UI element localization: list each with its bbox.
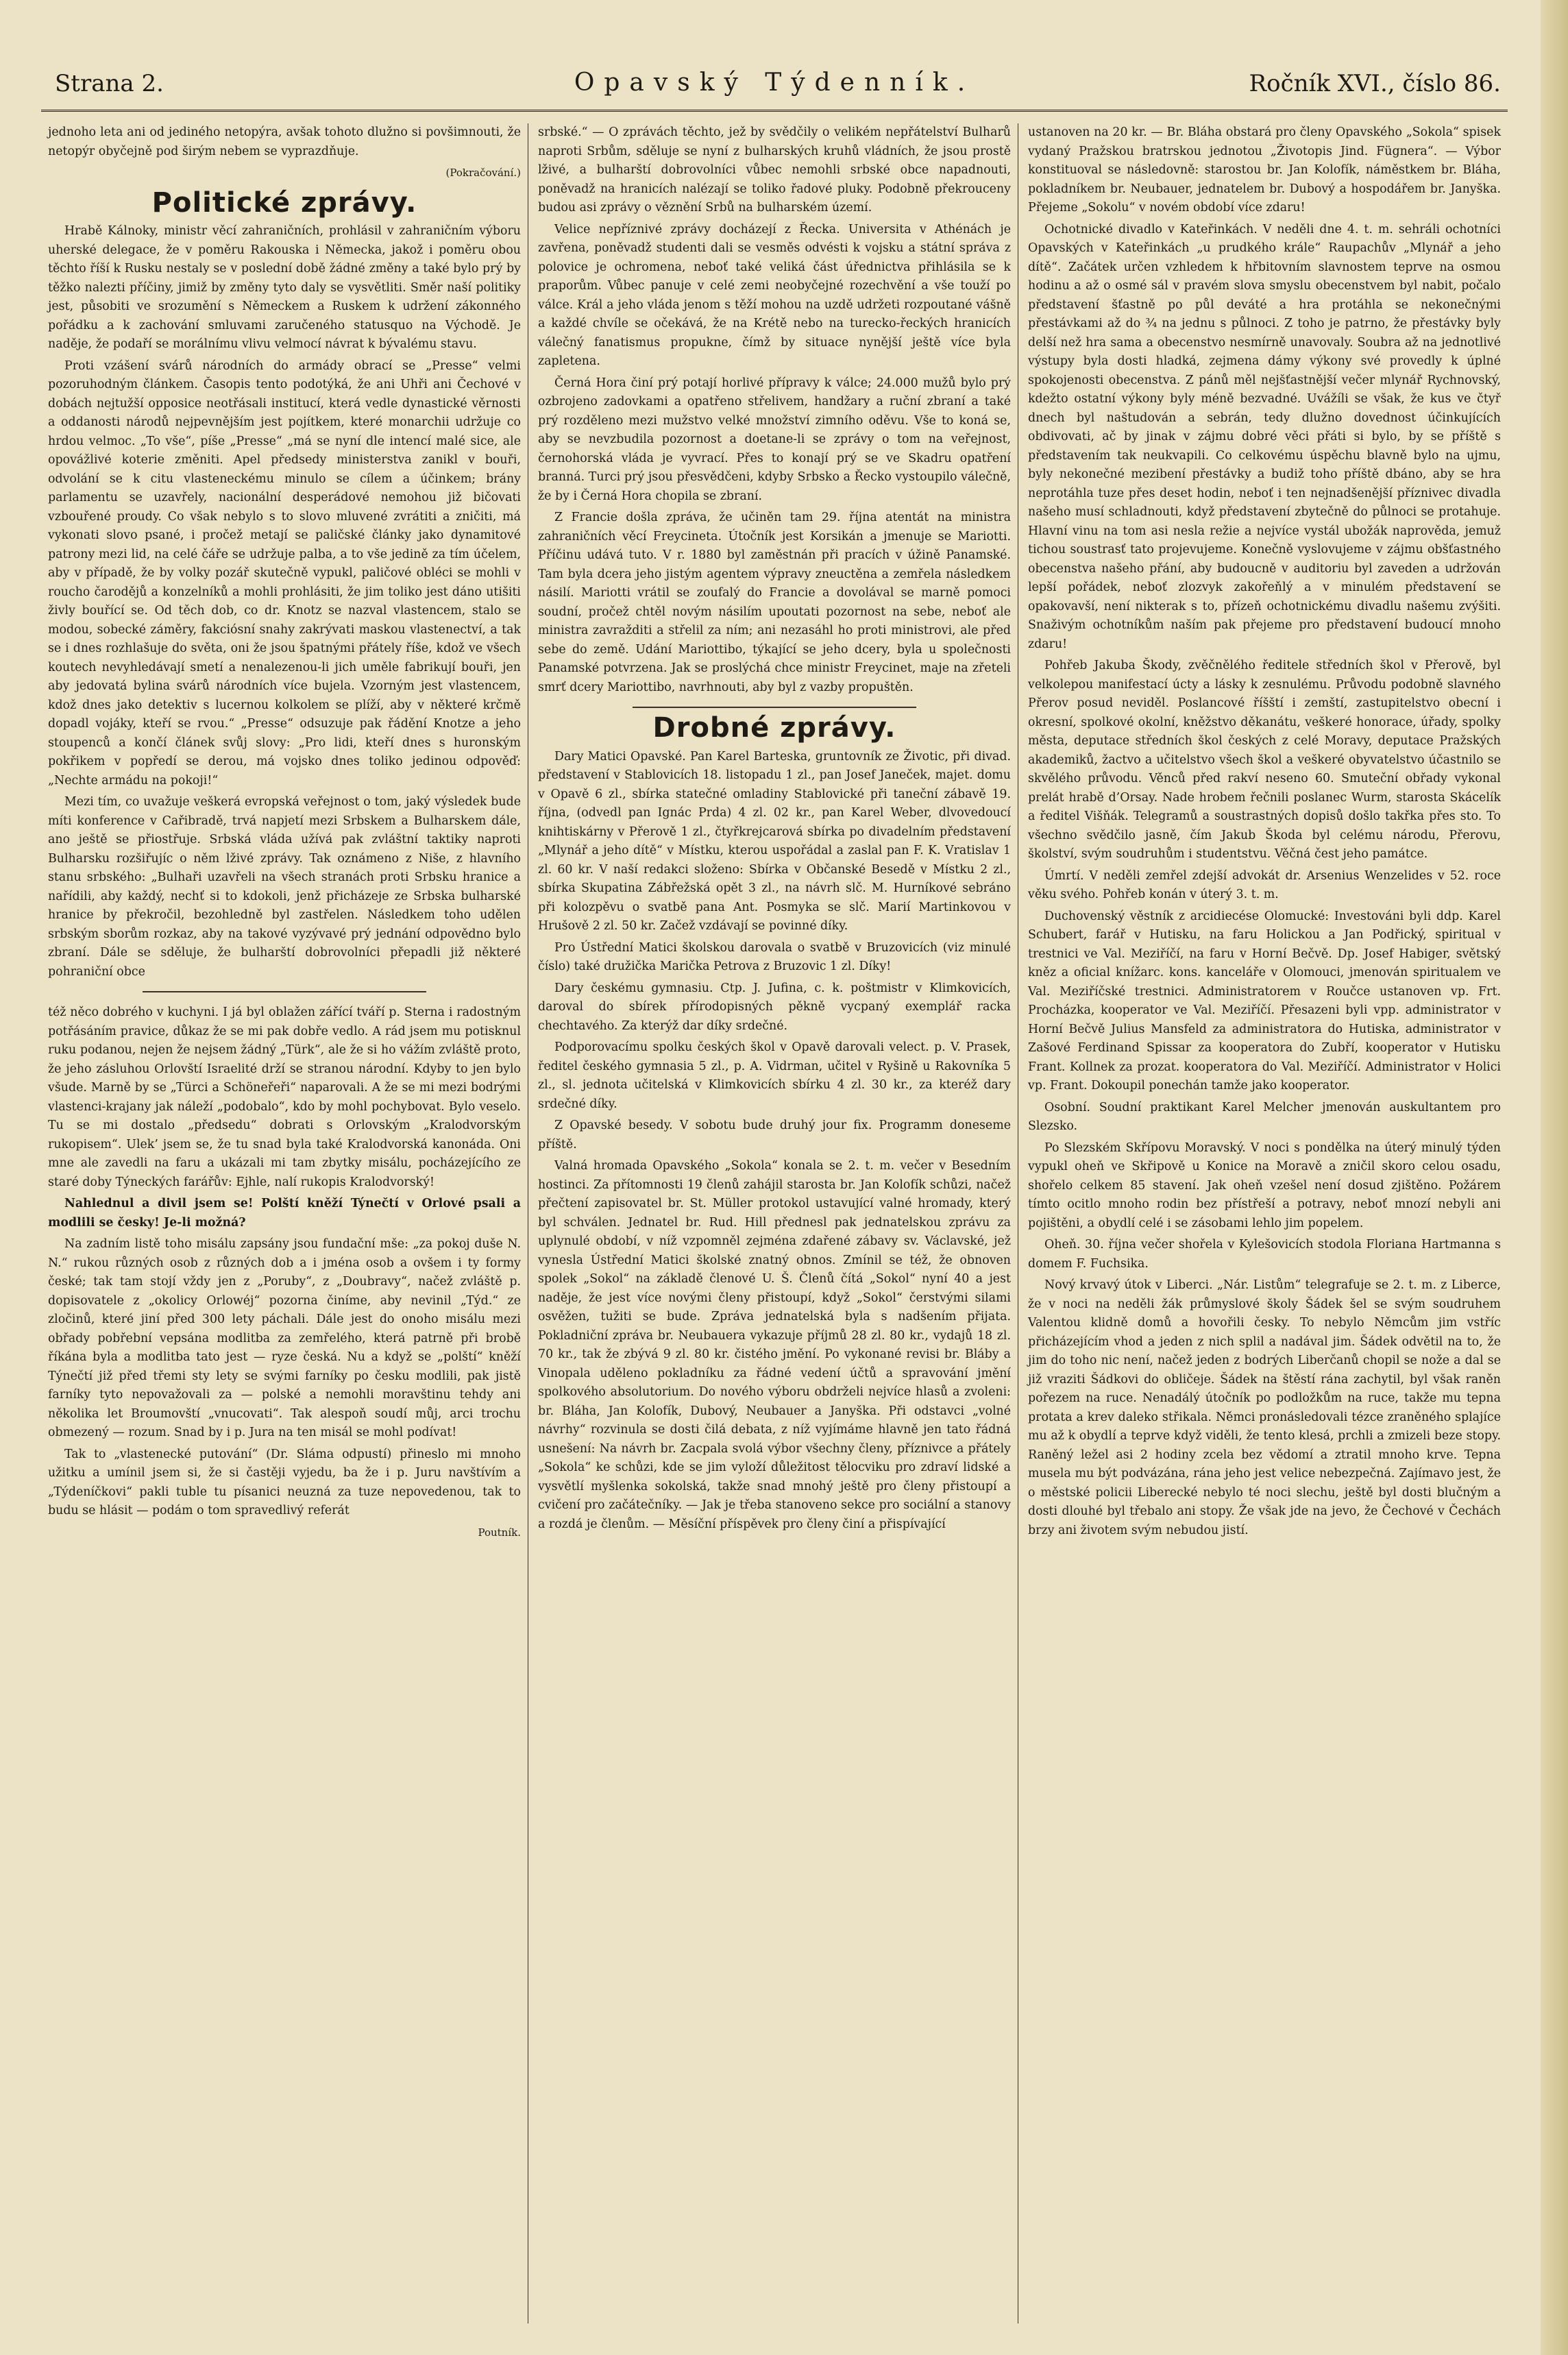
newspaper-page (41, 55, 1508, 2337)
news-item: Ochotnické divadlo v Kateřinkách. V neděli dne 4. t. m. sehráli ochotníci Opavských v Kateřinkách „u prudkého krále“ Raupachův „Mlynář a jeho dítě“. Začátek určen vzhledem k hřbitovním slavnostem teprve na osmou hodinu a až o osmé sál v pravém slova smyslu obecenstvem byl nabit, počalo představení šťastně po půl deváté a hra protáhla se nekonečnými přestávkami až do ¾ na jednu s půlnoci. Z toho je patrno, že přestávky byly delší než hra sama a obecenstvo nesmírně unavovaly. Soubra až na jednotlivé výstupy byla dosti hladká, zejmena dámy výkony své provedly k úplné spokojenosti obecenstva. Z pánů měl nejšťastnější večer mlynář Rychnovský, kdežto ostatní výkony byly méně bezvadné. Uvážíli se však, že kus ve čtyř dnech byl naštudován a sebrán, tedy dlužno dovednost účinkujících obdivovati, ač by jinak v zájmu dobré věci přáti si bylo, by se příště s představením tak neukvapili. Co celkovému úspěchu blavně bylo na ujmu, byly nekonečné mezibení přestávky a budiž toho příště dbáno, aby se hra neprotáhla tuze přes deset hodin, neboť i ten nejnadšenější příznivec divadla našeho musí schladnouti, když představení zbytečně do půlnoci se protahuje. Hlavní vinu na tom asi nesla režie a nejvíce vystál ubožák naprověda, jemuž tichou soustrasť tato projevujeme. Konečně vyslovujeme v zájmu obšťastného obecenstva našeho přání, aby budoucně v auditoriu byl zaveden a udržován lepší pořádek, neboť zlozvyk zakořeňlý a v minulém představení se opakovavší, není nikterak s to, přízeň ochotnickému divadlu našemu zvýšiti. Snaživým ochotníkům naším pak přejeme pro představení budoucí mnoho zdaru! (1028, 222, 1501, 651)
article-divider (143, 991, 426, 992)
article-paragraph: Na zadním listě toho misálu zapsány jsou fundační mše: „za pokoj duše N. N.“ rukou různých osob z různých dob a i jména osob a ovšem i ty formy české; tak tam stojí vždy jen z „Poruby“, z „Doubravy“, načež zvláště p. dopisovatele z „okolicy Orlowéj“ pozorna činíme, aby nevinil „Týd.“ ze zločinů, které jiní před 300 lety páchali. Dále jest do onoho misálu mezi obřady pobřební vepsána modlitba za zemřelého, která patrně při brobě říkána byla a modlitba tato jest — ryze česká. Nu a když se „polští“ kněží Týnečtí již před třemi sty lety se svými farníky po česku modlili, pak jistě farníky tyto nepovažovali za — polské a nemohli moravštinu tehdy ani několika let Broumovští „vnucovati“. Tak alespoň soudí můj, arci trochu obmezený — rozum. Snad by i p. Jura na ten misál se mohl podívat! (48, 1237, 521, 1439)
page-edge (1541, 0, 1568, 2355)
article-paragraph: Nahlednul a divil jsem se! Polští kněží Týnečtí v Orlové psali a modlili se česky! Je-li možná? (48, 1197, 521, 1230)
news-item: Nový krvavý útok v Liberci. „Nár. Listům“ telegrafuje se 2. t. m. z Liberce, že v noci na neděli žák průmyslové školy Šádek šel se svým soudruhem Valentou klidně domů a hovořili česky. To nebylo Němcům jim vstříc přicházejícím vhod a jeden z nich splil a nadával jim. Šádek odvětil na to, že jim do toho nic není, načež jeden z bodrých Liberčanů chopil se nože a dal se již vraziti Šádkovi do obličeje. Šádek na štěstí rána zachytil, byl však raněn pořezem na ruce. Nenadálý útočník po podložkům na ruce, takže mu tepna protata a krev daleko střikala. Němci pronásledovali tézce zraněného splajíce mu až k obydlí a teprve když viděli, že tento klesá, prchli a zmizeli beze stopy. Raněný ležel asi 2 hodiny zcela bez vědomí a ztratil mnoho krve. Tepna musela mu být podvázána, rána jeho jest velice nebezpečná. Zajímavo jest, že o městské policii Liberecké nebylo té noci slechu, ještě byl dosti blučným a dosti dlouhé byl třebalo ani stopy. Že však jde na jevo, že Čechové v Čechách brzy ani životem svým nebudou jistí. (1028, 1278, 1501, 1537)
section-title-news: Drobné zprávy. (652, 712, 896, 744)
column-1 (48, 123, 521, 1549)
column-3 (1028, 123, 1501, 1543)
news-item: Dary Matici Opavské. Pan Karel Barteska, gruntovník ze Životic, při divad. představení v Stablovicích 18. listopadu 1 zl., pan Josef Janeček, majet. domu v Opavě 6 zl., sbírka statečné omladiny Stablovické při taneční zábavě 19. října, (odvedl pan Ignác Prda) 4 zl. 02 kr., pan Karel Weber, dlvovedoucí knihtiskárny v Přerově 1 zl., čtyřkrejcarová sbírka po divadelním představení „Mlynář a jeho dítě“ v Místku, kterou uspořádal a zaslal pan F. K. Vratislav 1 zl. 60 kr. V naší redakci složeno: Sbírka v Občanské Besedě v Místku 2 zl., sbírka Skupatina Zábřežská opět 3 zl., na návrh slč. M. Hurníkové sebráno při kolozpěvu o svatbě pana Ant. Posmyka se slč. Marií Martinkovou v Hrušově 2 zl. 50 kr. Začež vzdávají se povinné díky. (538, 749, 1011, 933)
article-paragraph: Hrabě Kálnoky, ministr věcí zahraničních, prohlásil v zahraničním výboru uherské delegace, že v poměru Rakouska i Německa, jakož i poměru obou těchto říší k Rusku nestaly se v poslední době žádné změny a také bylo prý by těžko nalezti příčiny, jimiž by změny tyto daly se vysvětliti. Směr naší politiky jest, působiti ve srozumění s Německem a Ruskem k udržení zákonného pořádku a k zachování smluvami zaručeného statusquo na Východě. Je naděje, že podaří se morálnímu vlivu velmocí návrat k bývalému stavu. (48, 224, 521, 351)
continuation-note: (Pokračování.) (445, 167, 521, 179)
news-item: Úmrtí. V neděli zemřel zdejší advokát dr. Arsenius Wenzelides v 52. roce věku svého. Pohřeb konán v úterý 3. t. m. (1028, 868, 1501, 901)
column-2 (538, 123, 1011, 1537)
news-item: Pohřeb Jakuba Škody, zvěčnělého ředitele středních škol v Přerově, byl velkolepou manifestací úcty a lásky k zesnulému. Průvodu podobně slavného Přerov posud neviděl. Poslancové říšští i zemští, zastupitelstvo obecní i okresní, spolkové okolní, kněžstvo děkanátu, veškeré honorace, úřady, spolky města, deputace středních škol českých z celé Moravy, deputace Pražských akademiků, žactvo a učitelstvo všech škol a veškeré obyvatelstvo účastnilo se skvělého průvodu. Věnců před rakví neseno 60. Smuteční obřady vykonal prelát hrabě d’Orsay. Nade hrobem řečnili poslanec Wurm, starosta Skácelík a ředitel Višňák. Telegramů a soustrastných dopisů došlo takřka přes sto. To všechno svědčilo jasně, čím Jakub Škoda byl celému národu, Přerovu, školství, svým soudruhům i studentstvu. Věčná čest jeho památce. (1028, 659, 1501, 861)
article-paragraph: Z Francie došla zpráva, že učiněn tam 29. října atentát na ministra zahraničních věcí Freycineta. Útočník jest Korsikán a jmenuje se Mariotti. Příčinu udává tuto. V r. 1880 byl zaměstnán při pracích v úžině Panamské. Tam byla dcera jeho jistým agentem výpravy zneuctěna a zemřela následkem násilí. Mariotti vrátil se zoufalý do Francie a dovolával se marně pomoci soudní, pročež chtěl novým násilím upoutati pozornost na sebe, neboť ale ministra zavražditi a střelil za ním; ani nezasáhl ho proti ministrovi, ale před sebe do země. Udání Mariottibo, týkající se jeho dcery, byla u společnosti Panamské potvrzena. Jak se proslýchá chce ministr Freycinet, maje na zřeteli smrť dcery Mariottibo, navrhnouti, aby byl z vazby propuštěn. (538, 511, 1011, 694)
article-paragraph: Tak to „vlastenecké putování“ (Dr. Sláma odpustí) přineslo mi mnoho užitku a umínil jsem si, že si častěji vyjedu, ba že i p. Juru navštívím a „Týdeníčkovi“ pakli tuble tu písanici neuzná za tuze nepovedenou, tak to budu se hlásit — podám o tom spravedlivý referát (48, 1447, 521, 1517)
paper-title: Opavský Týdenník. (574, 69, 975, 97)
article-paragraph: srbské.“ — O zprávách těchto, jež by svědčily o velikém nepřátelství Bulharů naproti Srbům, sděluje se nyní z bulharských kruhů vládních, že jsou prostě lživé, a bulharští dobrovolníci vůbec nemohli srbské obce napadnouti, poněvadž na hranicích nalézají se toliko řadové pluky. Podobně překrouceny budou asi zprávy o věznění Srbů na bulharském území. (538, 125, 1011, 215)
news-item: Pro Ústřední Matici školskou darovala o svatbě v Bruzovicích (viz minulé číslo) také družička Marička Petrova z Bruzovic 1 zl. Díky! (538, 940, 1011, 973)
article-paragraph: Proti vzášení svárů národních do armády obrací se „Presse“ velmi pozoruhodným článkem. Časopis tento podotýká, že ani Uhři ani Čechové v dobách nejtužší opposice neotřásali institucí, která vedle dynastické věrnosti a oddanosti národů nejpevnějším jest pojítkem, které monarchii udržuje co hrdou velmoc. „To vše“, píše „Presse“ „má se nyní dle intencí malé sice, ale opovážlivé koterie změniti. Apel předsedy ministerstva zanikl v bouři, odvolání se k citu vlasteneckému minulo se cílem a účinkem; brány parlamentu se uzavřely, nacionální desperádové nemohou již bičovati vzbouřené proudy. Co však nebylo s to slovo mluvené zvrátiti a zničiti, má vykonati slovo psané, i pročež metají se paličské články jako dynamitové patrony mezi lid, na celé čáře se udržuje palba, a to vše jedině za tím účelem, aby v případě, že by volky pozář skutečně vypukl, paličové obléci se mohli v roucho čarodějů a konzelníků a mohli prohlásiti, že jim toliko jest dáno utišiti živly bouřící se. Od těch dob, co dr. Knotz se nazval vlastencem, stalo se modou, sobecké záměry, fakciósní snahy zakrývati maskou vlastenectví, a tak se i dnes rozhlašuje do světa, oni že jsou špatnými přátely říše, kdož ve všech koutech nevyhledávají smetí a nenalezenou-li jich uměle fabrikují bouři, jen aby jedovatá bylina svárů národních více bujela. Vzorným jest vlastencem, kdož dnes jako detektiv s lucernou kolkolem se plíží, aby v některé krčmě dopadl vojáky, kteří se rvou.“ „Presse“ odsuzuje pak řádění Knotze a jeho stoupenců a končí článek svůj slovy: „Pro lidi, kteří dnes s huronským pokřikem v popředí se derou, má vojsko dnes toliko jedinou odpověď: „Nechte armádu na pokoji!“ (48, 358, 521, 788)
section-title-politics: Politické zprávy. (151, 186, 417, 219)
news-item: Duchovenský věstník z arcidiecése Olomucké: Investováni byli ddp. Karel Schubert, farář v Hutisku, na faru Holickou a Jan Podřický, spiritual v trestnici ve Val. Meziříčí, na faru v Horní Bečvě. Dp. Josef Habiger, světský kněz a oficial knížarc. kons. kanceláře v Olomouci, jmenován spiritualem ve Val. Meziříčské trestnici. Administratorem v Roučce ustanoven vp. Frt. Procházka, kooperator ve Val. Meziříčí. Přesazeni byli vpp. administrator v Horní Bečvě Julius Mansfeld za administratora do Hutiska, administrator v Zašové Ferdinand Spissar za kooperatora do Zubří, kooperator v Hutisku Frant. Kollnek za prozat. kooperatora do Val. Meziříčí. Administrator v Holici vp. Frant. Dokoupil ponechán tamže jako kooperator. (1028, 909, 1501, 1093)
news-item: Valná hromada Opavského „Sokola“ konala se 2. t. m. večer v Besedním hostinci. Za přítomnosti 19 členů zahájil starosta br. Jan Kolofík schůzi, načež přečtení zapisovatel br. St. Müller protokol ustavující valné hromady, který byl schválen. Jednatel br. Rud. Hill přednesl pak jednatelskou zprávu za uplynulé období, v níž vzpomněl zejména zdařené zábavy sv. Václavské, jež vynesla Ústřední Matici školské znatný obnos. Zmínil se též, že obnoven spolek „Sokol“ na základě členové U. Š. Členů čítá „Sokol“ nyní 40 a jest naděje, že jest více novými členy přistoupí, když „Sokol“ čerstvými silami osvěžen, tužiti se bude. Zpráva jednatelská byla s nadšením přijata. Pokladniční zpráva br. Neubauera vykazuje příjmů 28 zl. 80 kr., vydajů 18 zl. 70 kr., tak že zbývá 9 zl. 80 kr. čistého jmění. Po vykonané revisi br. Bláby a Vinopala uděleno pokladníku za řádné vedení účtů a spravování jmění spolkového absolutorium. Do nového výboru obdrželi nejvíce hlasů a zvoleni: br. Bláha, Jan Kolofík, Dubový, Neubauer a Janyška. Při odstavci „volné návrhy“ rozvinula se dosti čilá debata, z níž vyjímáme hlavně jen tato řádná usnešení: Na návrh br. Zacpala svolá výbor všechny členy, příznivce a přátely „Sokola“ ke schůzi, kde se jim vyloží důležitost tělocviku pro zdraví lidské a vysvětlí myšlenka sokolská, takže snad mnohý ještě pro členy přistoupí a cvičení pro začátečníky. — Jak je třeba stanoveno sekce pro sociální a stanovy a rozdá je členům. — Měsíční příspěvek pro členy činí a přispívající (538, 1159, 1011, 1531)
news-item: Dary českému gymnasiu. Ctp. J. Jufina, c. k. poštmistr v Klimkovicích, daroval do sbírek přírodopisných pěkně vycpaný exemplář racka chechtavého. Za kterýž dar díky srdečné. (538, 981, 1011, 1033)
article-paragraph: též něco dobrého v kuchyni. I já byl oblažen zářící tváří p. Sterna i radostným potřásáním pravice, důkaz že se mi pak dobře vedlo. A rád jsem mu potisknul ruku podanou, nejen že nejsem žádný „Türk“, ale že si ho vážím zvláště proto, že jeho zásluhou Orlovští Israelité drží se stranou národní. Kdyby to jen bylo všude. Marně by se „Türci a Schöneřeři“ naparovali. A že se mi mezi bodrými vlastenci-krajany jak náleží „podobalo“, kdo by mohl pochybovat. Bylo veselo. Tu se mi dostalo „předsedu“ dobrati s Orlovským „Kralodvorským rukopisem“. Ulek’ jsem se, že tu snad byla také Kralodvorská kanonáda. Oni mne ale zavedli na faru a ukázali mi tam zbytky misálu, pocházejícího ze staré doby Týneckých farářův: Ejhle, nalí rukopis Kralodvorský! (48, 1005, 521, 1189)
article-paragraph: Černá Hora činí prý potají horlivé přípravy k válce; 24.000 mužů bylo prý ozbrojeno zadovkami a opatřeno střelivem, handžary a ruční zbraní a také prý rozděleno mezi mužstvo velké množství zimního oděvu. Vše to koná se, aby se nevzbudila pozornost a doetane-li se zprávy o tom na veřejnost, černohorská vláda je vyvrací. Přes to konají prý se ve Skadru opatření branná. Turci prý jsou přesvědčeni, kdyby Srbsko a Řecko vystoupilo válečně, že by i Černá Hora chopila se zbraní. (538, 376, 1011, 503)
news-item: Podporovacímu spolku českých škol v Opavě darovali velect. p. V. Prasek, ředitel českého gymnasia 5 zl., p. A. Vidrman, učitel v Ryšině u Rakovníka 5 zl., sl. jednota učitelská v Klimkovicích sbírku 4 zl. 30 kr., za kteréž dary srdečné díky. (538, 1040, 1011, 1111)
issue-info: Ročník XVI., číslo 86. (1249, 70, 1501, 97)
article-continuation: jednoho leta ani od jediného netopýra, avšak tohoto dlužno si povšimnouti, že netopýr obyčejně pod širým nebem se vyprazdňuje. (48, 125, 521, 158)
news-item: ustanoven na 20 kr. — Br. Bláha obstará pro členy Opavského „Sokola“ spisek vydaný Pražskou bratrskou jednotou „Životopis Jind. Fügnera“. — Výbor konstituoval se následovně: starostou br. Jan Kolofík, náměstkem br. Bláha, pokladníkem br. Neubauer, jednatelem br. Dubový a hospodářem br. Janyška. Přejeme „Sokolu“ v novém období více zdaru! (1028, 125, 1501, 215)
author-signature: Poutník. (478, 1526, 521, 1539)
news-item: Osobní. Soudní praktikant Karel Melcher jmenován auskultantem pro Slezsko. (1028, 1100, 1501, 1133)
page-header (41, 62, 1508, 112)
news-item: Oheň. 30. října večer shořela v Kylešovicích stodola Floriana Hartmanna s domem F. Fuchsika. (1028, 1238, 1501, 1271)
article-divider (633, 707, 916, 708)
news-item: Z Opavské besedy. V sobotu bude druhý jour fix. Programm doneseme příště. (538, 1119, 1011, 1151)
article-paragraph: Velice nepříznivé zprávy docházejí z Řecka. Universita v Athénách je zavřena, poněvadž studenti dali se vesměs odvésti k vojsku a státní správa z polovice je ochromena, neboť také veliká část úřednictva přihlásila se k praporům. Vůbec panuje v celé zemi neobyčejné rozechvění a vše touží po válce. Král a jeho vláda jenom s těží mohou na uzdě udržeti rozpoutané vášně a každé chvíle se očekává, že na Krétě nebo na turecko-řeckých hranicích válečný fanatismus propukne, čímž by situace nynější ještě více byla zapletena. (538, 222, 1011, 368)
page-number: Strana 2. (55, 70, 164, 97)
news-item: Po Slezském Skřípovu Moravský. V noci s pondělka na úterý minulý týden vypukl oheň ve Skřipově u Konice na Moravě a zničil skoro celou osadu, shořelo celkem 85 stavení. Jak oheň vzešel není dosud zjištěno. Požárem tímto ocitlo mnoho rodin bez přístřeší a potravy, neboť mnozí nebyli ani pojištěni, a obydlí celé i se zásobami lehlo jim popelem. (1028, 1140, 1501, 1230)
article-paragraph: Mezi tím, co uvažuje veškerá evropská veřejnost o tom, jaký výsledek bude míti konference v Cařibradě, trvá napjetí mezi Srbskem a Bulharskem dále, ano ještě se přiostřuje. Srbská vláda užívá pak zvláštní taktiky naproti Bulharsku rozšiřujíc o něm lživé zprávy. Tak oznámeno z Niše, z hlavního stanu srbského: „Bulhaři uzavřeli na všech stranách proti Srbsku hranice a nařídili, aby každý, nechť si to kdokoli, jenž přicházeje ze Srbska bulharské hranice by překročil, bezohledně byl zastřelen. Následkem toho udělen srbským sborům rozkaz, aby na takové vyzývavé prý jednání odpovědno bylo zbraní. Dále se sděluje, že bulharští dobrovolníci přepadli již některé pohraniční obce (48, 795, 521, 979)
